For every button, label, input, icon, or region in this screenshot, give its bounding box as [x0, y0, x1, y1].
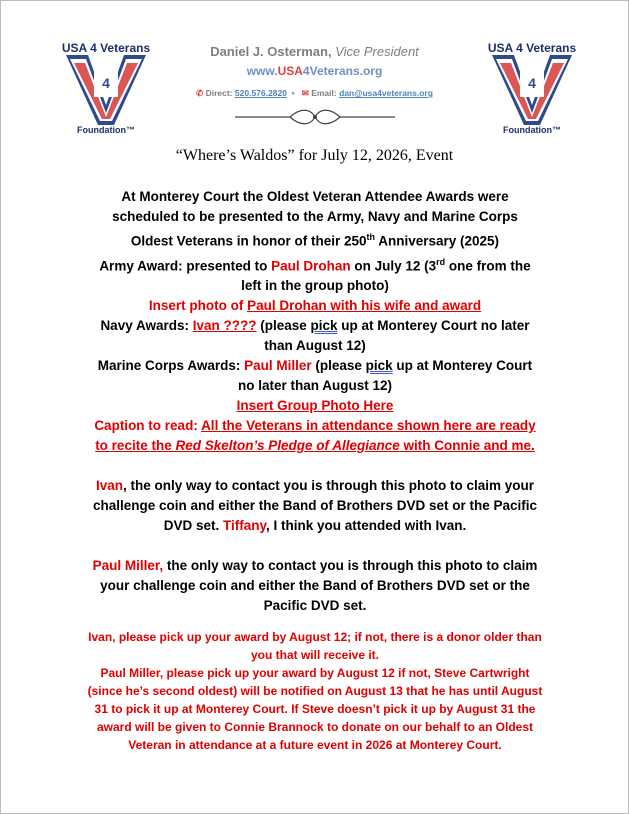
caption-line-1: Caption to read: All the Veterans in attendance shown here are ready [94, 418, 536, 433]
navy-award-line-2: than August 12) [264, 338, 366, 353]
ivan-paragraph-line-2: challenge coin and either the Band of Brothers DVD set or the Pacific [92, 498, 538, 513]
footer-line: you that will receive it. [250, 648, 380, 662]
sender-role: Vice President [335, 44, 419, 59]
email-link[interactable]: dan@usa4veterans.org [339, 88, 433, 98]
mail-icon: ✉ [301, 88, 309, 98]
logo-top-text: USA 4 Veterans [487, 41, 577, 55]
logo-bottom-text: Foundation™ [77, 125, 135, 135]
document-title: “Where’s Waldos” for July 12, 2026, Event [175, 147, 454, 164]
logo-top-text: USA 4 Veterans [61, 41, 151, 55]
caption-line-2: to recite the Red Skelton’s Pledge of Allegiance with Connie and me. [95, 438, 535, 453]
intro-line-2: scheduled to be presented to the Army, Navy and Marine Corps [112, 209, 518, 224]
svg-text:4: 4 [528, 75, 536, 91]
ivan-paragraph-line-1: Ivan, the only way to contact you is through this photo to claim your [95, 478, 535, 493]
footer-line: Ivan, please pick up your award by August 12; if not, there is a donor older than [88, 630, 542, 644]
phone-link[interactable]: 520.576.2820 [234, 88, 287, 98]
logo-bottom-text: Foundation™ [503, 125, 561, 135]
svg-text:4: 4 [102, 75, 110, 91]
army-award-line-2: left in the group photo) [241, 278, 389, 293]
ornament-divider-icon [230, 106, 400, 128]
marine-award-line-2: no later than August 12) [237, 378, 392, 393]
document-body [70, 187, 560, 616]
footer-line: 31 to pick it up at Monterey Court. If Steve doesn’t pick it up by August 31 the [94, 702, 536, 716]
footer-line: (since he’s second oldest) will be notified on August 13 that he has until August [87, 684, 543, 698]
ivan-paragraph-line-3: DVD set. Tiffany, I think you attended with Ivan. [163, 518, 467, 533]
website-link[interactable]: www.USA4Veterans.org [246, 64, 383, 78]
paul-paragraph-line-3: Pacific DVD set. [263, 598, 367, 613]
footer-line: Paul Miller, please pick up your award by August 12 if not, Steve Cartwright [100, 666, 530, 680]
intro-line-3: Oldest Veterans in honor of their 250th Anniversary (2025) [130, 232, 500, 249]
insert-photo-note: Insert photo of Paul Drohan with his wife and award [148, 298, 482, 313]
navy-award-line: Navy Awards: Ivan ???? (please pick up at Monterey Court no later [100, 318, 530, 333]
footer-line: Veteran in attendance at a future event in 2026 at Monterey Court. [128, 738, 502, 752]
footer-line: award will be given to Connie Brannock to donate on our behalf to an Oldest [96, 720, 534, 734]
marine-award-line: Marine Corps Awards: Paul Miller (please pick up at Monterey Court [97, 358, 533, 373]
intro-line-1: At Monterey Court the Oldest Veteran Attendee Awards were [121, 189, 509, 204]
phone-icon: ✆ [196, 88, 204, 98]
paul-paragraph-line-2: your challenge coin and either the Band of Brothers DVD set or the [100, 578, 530, 593]
paul-paragraph-line-1: Paul Miller, the only way to contact you is through this photo to claim [92, 558, 538, 573]
army-award-line: Army Award: presented to Paul Drohan on July 12 (3rd one from the [99, 256, 531, 273]
footer-notice [70, 628, 560, 754]
insert-group-photo-note: Insert Group Photo Here [236, 398, 394, 413]
sender-name: Daniel J. Osterman, Vice President [210, 44, 419, 59]
contact-line: ✆ Direct: 520.576.2820 • ✉ Email: dan@usa4veterans.org [196, 88, 433, 98]
